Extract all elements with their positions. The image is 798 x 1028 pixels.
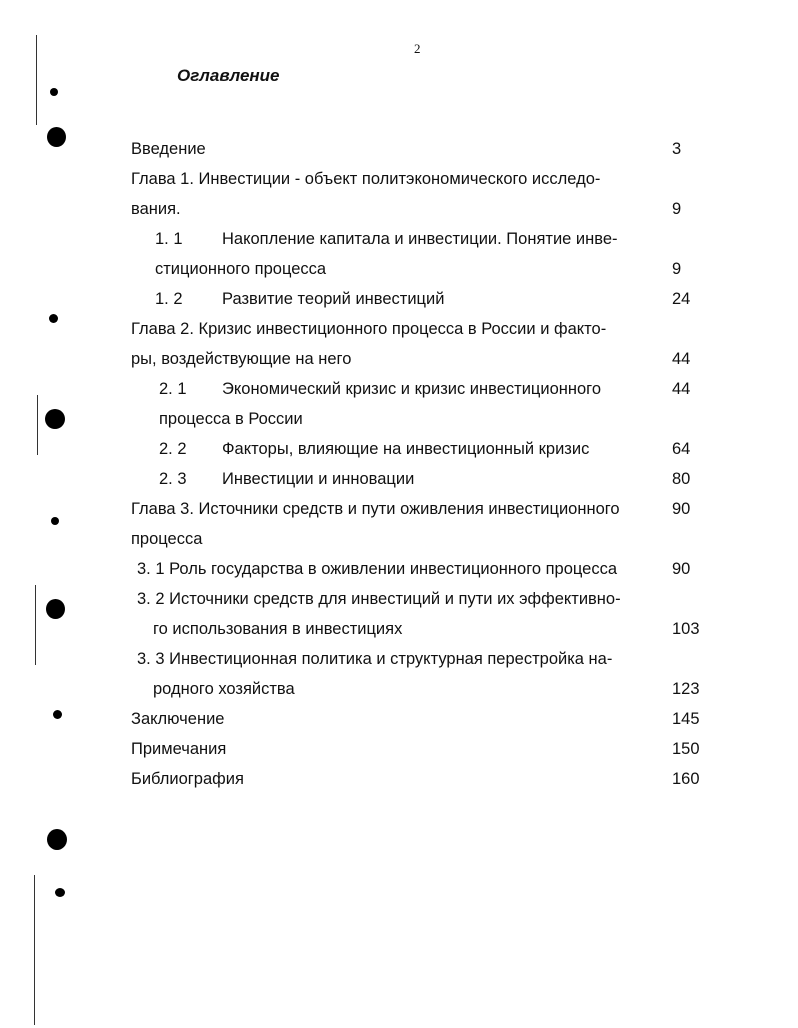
toc-intro-title: Введение xyxy=(131,140,206,158)
toc-conclusion-page: 145 xyxy=(672,710,700,728)
toc-bibliography-page: 160 xyxy=(672,770,700,788)
toc-chapter3-page: 90 xyxy=(672,500,691,518)
toc-chapter2-title: Глава 2. Кризис инвестиционного процесса в России и факто- xyxy=(131,320,607,338)
toc-chapter1-title: Глава 1. Инвестиции - объект политэкономического исследо- xyxy=(131,170,601,188)
toc-section-1-2-title: Развитие теорий инвестиций xyxy=(222,290,445,308)
punch-hole-mark xyxy=(47,127,66,147)
punch-hole-mark xyxy=(55,888,65,897)
punch-hole-mark xyxy=(46,599,65,619)
toc-section-2-2-page: 64 xyxy=(672,440,691,458)
toc-section-1-1-title: Накопление капитала и инвестиции. Понятие инве- xyxy=(222,230,618,248)
punch-hole-mark xyxy=(50,88,58,96)
toc-conclusion-title: Заключение xyxy=(131,710,225,728)
toc-section-3-3-title: 3. 3 Инвестиционная политика и структурная перестройка на- xyxy=(137,650,613,668)
toc-section-2-1-title: Экономический кризис и кризис инвестиционного xyxy=(222,380,601,398)
toc-section-1-2-number: 1. 2 xyxy=(155,290,183,308)
toc-section-1-1-title-cont: стиционного процесса xyxy=(155,260,327,278)
toc-chapter2-page: 44 xyxy=(672,350,691,368)
toc-section-2-3-title: Инвестиции и инновации xyxy=(222,470,415,488)
toc-notes-page: 150 xyxy=(672,740,700,758)
toc-section-2-2-title: Факторы, влияющие на инвестиционный кризис xyxy=(222,440,590,458)
toc-section-2-2-number: 2. 2 xyxy=(159,440,187,458)
toc-section-1-2-page: 24 xyxy=(672,290,691,308)
toc-section-3-3-page: 123 xyxy=(672,680,700,698)
toc-intro-page: 3 xyxy=(672,140,682,158)
toc-section-1-1-number: 1. 1 xyxy=(155,230,183,248)
scan-edge-line xyxy=(34,875,35,1025)
toc-section-3-2-page: 103 xyxy=(672,620,700,638)
scan-edge-line xyxy=(36,35,37,125)
toc-section-2-3-page: 80 xyxy=(672,470,691,488)
punch-hole-mark xyxy=(49,314,58,323)
toc-section-2-3-number: 2. 3 xyxy=(159,470,187,488)
toc-section-2-1-title-cont: процесса в России xyxy=(159,410,303,428)
toc-chapter2-title-cont: ры, воздействующие на него xyxy=(131,350,352,368)
toc-section-3-1-title: 3. 1 Роль государства в оживлении инвестиционного процесса xyxy=(137,560,618,578)
punch-hole-mark xyxy=(51,517,59,525)
toc-section-3-3-title-cont: родного хозяйства xyxy=(153,680,295,698)
punch-hole-mark xyxy=(45,409,65,429)
toc-chapter3-title-cont: процесса xyxy=(131,530,203,548)
page-title: Оглавление xyxy=(177,66,280,85)
punch-hole-mark xyxy=(53,710,62,719)
toc-bibliography-title: Библиография xyxy=(131,770,244,788)
toc-section-3-2-title: 3. 2 Источники средств для инвестиций и пути их эффективно- xyxy=(137,590,621,608)
toc-chapter3-title: Глава 3. Источники средств и пути оживления инвестиционного xyxy=(131,500,620,518)
toc-section-2-1-number: 2. 1 xyxy=(159,380,187,398)
page-number: 2 xyxy=(414,41,421,56)
scan-edge-line xyxy=(37,395,38,455)
scan-edge-line xyxy=(35,585,36,665)
toc-notes-title: Примечания xyxy=(131,740,227,758)
toc-section-3-1-page: 90 xyxy=(672,560,691,578)
toc-chapter1-title-cont: вания. xyxy=(131,200,181,218)
toc-section-1-1-page: 9 xyxy=(672,260,682,278)
toc-section-2-1-page: 44 xyxy=(672,380,691,398)
punch-hole-mark xyxy=(47,829,67,850)
toc-chapter1-page: 9 xyxy=(672,200,682,218)
toc-section-3-2-title-cont: го использования в инвестициях xyxy=(153,620,403,638)
